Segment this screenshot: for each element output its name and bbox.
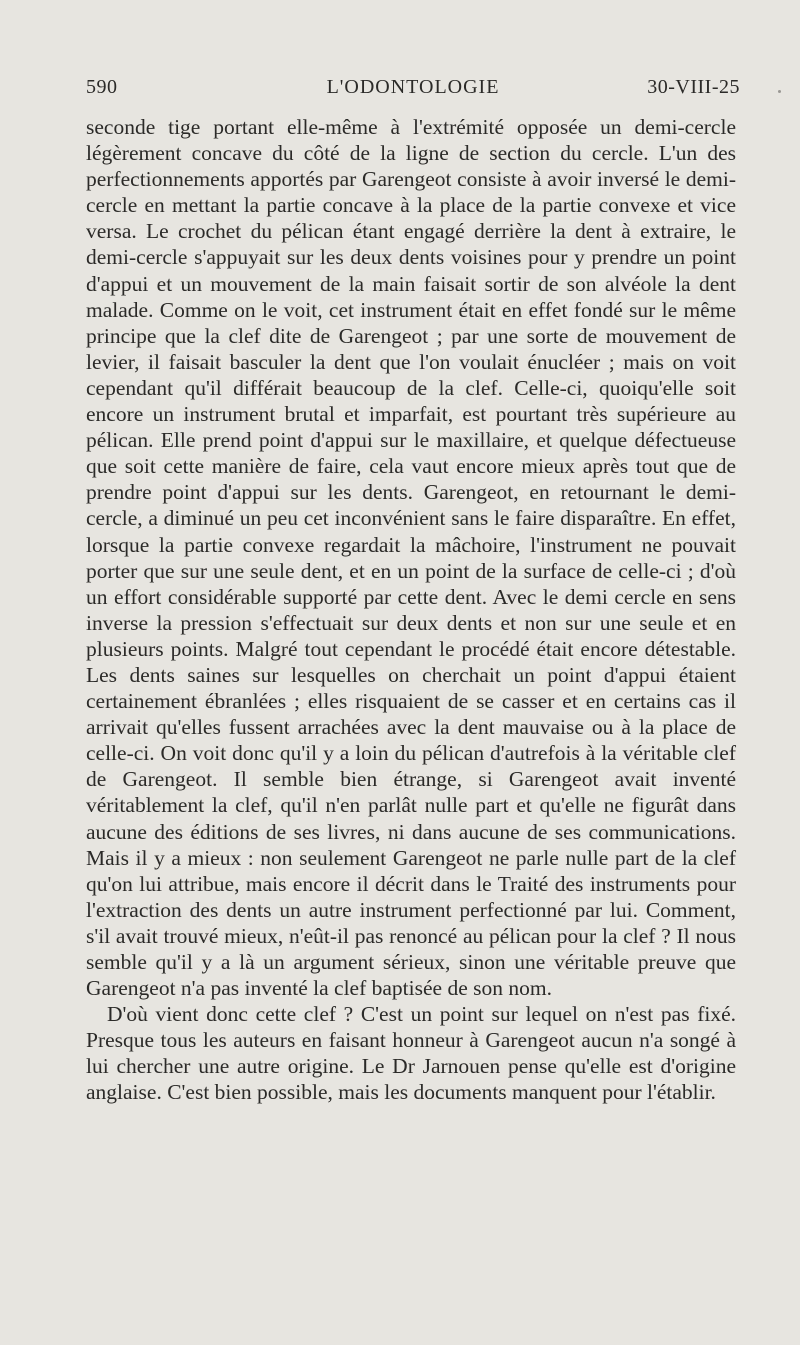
body-text	[86, 114, 736, 1106]
page-number: 590	[86, 76, 118, 98]
running-title: L'ODONTOLOGIE	[326, 76, 500, 98]
page-header	[86, 76, 740, 106]
paragraph: seconde tige portant elle-même à l'extrémité opposée un demi-cercle légèrement concave du côté de la ligne de section du cercle. L'un des perfectionnements apportés par Garengeot consiste à avoir inversé le demi-cercle en mettant la partie concave à la place de la partie convexe et vice versa. Le crochet du pélican étant engagé derrière la dent à extraire, le demi-cercle s'appuyait sur les deux dents voisines pour y prendre un point d'appui et un mouvement de la main faisait sortir de son alvéole la dent malade. Comme on le voit, cet instrument était en effet fondé sur le même principe que la clef dite de Garengeot ; par une sorte de mouvement de levier, il faisait basculer la dent que l'on voulait énucléer ; mais on voit cependant qu'il différait beaucoup de la clef. Celle-ci, quoiqu'elle soit encore un instrument brutal et imparfait, est pourtant très supérieure au pélican. Elle prend point d'appui sur le maxillaire, et quelque défectueuse que soit cette manière de faire, cela vaut encore mieux après tout que de prendre point d'appui sur les dents. Garengeot, en retournant le demi-cercle, a diminué un peu cet inconvénient sans le faire disparaître. En effet, lorsque la partie convexe regardait la mâchoire, l'instrument ne pouvait porter que sur une seule dent, et en un point de la surface de celle-ci ; d'où un effort considérable supporté par cette dent. Avec le demi cercle en sens inverse la pression s'effectuait sur deux dents et non sur une seule et en plusieurs points. Malgré tout cependant le procédé était encore détestable. Les dents saines sur lesquelles on cherchait un point d'appui étaient certainement ébranlées ; elles risquaient de se casser et en certains cas il arrivait qu'elles fussent arrachées avec la dent mauvaise ou à la place de celle-ci. On voit donc qu'il y a loin du pélican d'autrefois à la véritable clef de Garengeot. Il semble bien étrange, si Garengeot avait inventé véritablement la clef, qu'il n'en parlât nulle part et qu'elle ne figurât dans aucune des éditions de ses livres, ni dans aucune de ses communications. Mais il y a mieux : non seulement Garengeot ne parle nulle part de la clef qu'on lui attribue, mais encore il décrit dans le Traité des instruments pour l'extraction des dents un autre instrument perfectionné par lui. Comment, s'il avait trouvé mieux, n'eût-il pas renoncé au pélican pour la clef ? Il nous semble qu'il y a là un argument sérieux, sinon une véritable preuve que Garengeot n'a pas inventé la clef baptisée de son nom.	[86, 115, 736, 1001]
paragraph: D'où vient donc cette clef ? C'est un point sur lequel on n'est pas fixé. Presque tous les auteurs en faisant honneur à Garengeot aucun n'a songé à lui chercher une autre origine. Le Dr Jarnouen pense qu'elle est d'origine anglaise. C'est bien possible, mais les documents manquent pour l'établir.	[86, 1002, 736, 1105]
issue-date: 30-VIII-25	[647, 76, 740, 98]
paper-speck	[778, 90, 781, 93]
